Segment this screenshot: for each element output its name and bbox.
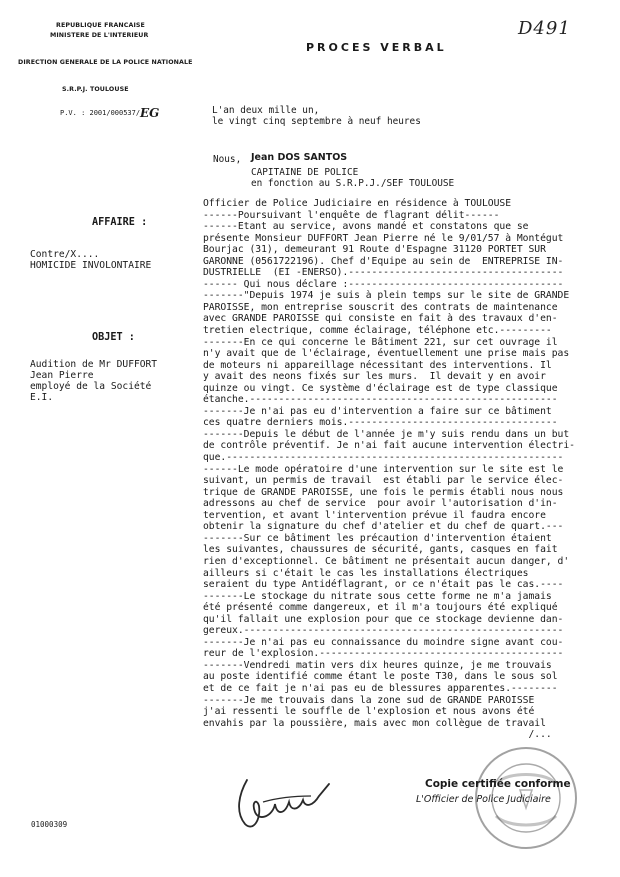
statement-line: quinze ou vingt. Ce système d'éclairage est de type classique — [203, 382, 558, 394]
statement-line: -------En ce qui concerne le Bâtiment 221, sur cet ouvrage il — [203, 336, 558, 348]
certification-line: Copie certifiée conforme — [425, 778, 571, 790]
statement-line: suivant, un permis de travail est établi par le service élec- — [203, 475, 564, 487]
pv-number: P.V. : 2001/000537/ — [60, 109, 141, 117]
objet-line: Jean Pierre — [30, 370, 94, 381]
date-line-1: L'an deux mille un, — [212, 105, 320, 116]
service-label: S.R.P.J. TOULOUSE — [62, 86, 129, 93]
objet-line: Audition de Mr DUFFORT — [30, 359, 158, 370]
statement-line: n'y avait que de l'éclairage, éventuellement une prise mais pas — [203, 348, 570, 360]
statement-line: rien d'exceptionnel. Ce bâtiment ne présentait aucun danger, d' — [203, 555, 570, 567]
directorate-label: DIRECTION GENERALE DE LA POLICE NATIONALE — [18, 59, 193, 66]
objet-line: E.I. — [30, 392, 54, 403]
statement-line: -------"Depuis 1974 je suis à plein temps sur le site de GRANDE — [203, 290, 570, 302]
statement-line: tretien electrique, comme éclairage, téléphone etc.--------- — [203, 325, 552, 337]
statement-body — [203, 198, 575, 741]
ministry-label: MINISTERE DE L'INTERIEUR — [50, 32, 149, 39]
objet-heading: OBJET : — [92, 332, 135, 343]
statement-line: -------Je n'ai pas eu connaissance du moindre signe avant cou- — [203, 636, 564, 648]
officer-name: Jean DOS SANTOS — [251, 152, 348, 163]
document-number: 01000309 — [31, 820, 68, 829]
statement-line: -------Je me trouvais dans la zone sud de GRANDE PAROISSE — [203, 694, 535, 706]
statement-line: avec GRANDE PAROISSE qui consiste en fait à des travaux d'en- — [203, 313, 558, 325]
statement-line: tervention, et avant l'intervention prévue il faudra encore — [203, 509, 546, 521]
handwritten-reference: D491 — [518, 18, 571, 39]
statement-line: ------Le mode opératoire d'une intervention sur le site est le — [203, 463, 564, 475]
statement-line: été présenté comme dangereux, et il m'a toujours été expliqué — [203, 602, 558, 614]
statement-line: trique de GRANDE PAROISSE, une fois le permis établi nous nous — [203, 486, 564, 498]
statement-line: DUSTRIELLE (EI -ENERSO).------------------------------------- — [203, 267, 564, 279]
statement-line: présente Monsieur DUFFORT Jean Pierre né le 9/01/57 à Montégut — [203, 232, 564, 244]
statement-line: gereux.------------------------------------------------------- — [203, 625, 564, 637]
statement-line: qu'il fallait une explosion pour que ce stockage devienne dan- — [203, 613, 564, 625]
affaire-line: HOMICIDE INVOLONTAIRE — [30, 260, 152, 271]
statement-line: ------Etant au service, avons mandé et constatons que se — [203, 221, 529, 233]
affaire-heading: AFFAIRE : — [92, 217, 148, 228]
statement-line: ------ Qui nous déclare :------------------------------------- — [203, 278, 564, 290]
statement-line: ------Poursuivant l'enquête de flagrant délit------ — [203, 209, 500, 221]
statement-line: ces quatre derniers mois.------------------------------------ — [203, 417, 558, 429]
statement-line: -------Vendredi matin vers dix heures quinze, je me trouvais — [203, 659, 552, 671]
statement-line: reur de l'explosion.------------------------------------------ — [203, 648, 564, 660]
statement-line: /... — [203, 729, 552, 741]
statement-line: envahis par la poussière, mais avec mon collègue de travail — [203, 717, 546, 729]
statement-line: de contrôle préventif. Je n'ai fait aucune intervention électri- — [203, 440, 575, 452]
statement-line: Bourjac (31), demeurant 91 Route d'Espagne 31120 PORTET SUR — [203, 244, 546, 256]
document-title: PROCES VERBAL — [306, 41, 447, 54]
statement-line: et de ce fait je n'ai pas eu de blessures apparentes.-------- — [203, 682, 558, 694]
statement-line: que.---------------------------------------------------------- — [203, 452, 564, 464]
statement-line: -------Le stockage du nitrate sous cette forme ne m'a jamais — [203, 590, 552, 602]
statement-line: -------Sur ce bâtiment les précaution d'intervention étaient — [203, 532, 552, 544]
statement-line: -------Depuis le début de l'année je m'y suis rendu dans un but — [203, 428, 570, 440]
officer-signature-label: L'Officier de Police Judiciaire — [416, 794, 551, 805]
statement-line: -------Je n'ai pas eu d'intervention a faire sur ce bâtiment — [203, 405, 552, 417]
nous-label: Nous, — [213, 154, 242, 165]
statement-line: les suivantes, chaussures de sécurité, gants, casques en fait — [203, 544, 558, 556]
officer-rank: CAPITAINE DE POLICE — [251, 167, 359, 178]
statement-line: y avait des neons fixés sur les murs. Il devait y en avoir — [203, 371, 546, 383]
statement-line: obtenir la signature du chef d'atelier et du chef de quart.--- — [203, 521, 564, 533]
statement-line: au poste identifié comme étant le poste T30, dans le sous sol — [203, 671, 558, 683]
statement-line: étanche.----------------------------------------------------- — [203, 394, 558, 406]
statement-line: GARONNE (0561722196). Chef d'Equipe au sein de ENTREPRISE IN- — [203, 255, 564, 267]
statement-line: de moteurs ni appareillage nécessitant des interventions. Il — [203, 359, 552, 371]
statement-line: j'ai ressenti le souffle de l'explosion et nous avons été — [203, 706, 535, 718]
objet-line: employé de la Société — [30, 381, 152, 392]
statement-line: Officier de Police Judiciaire en résidence à TOULOUSE — [203, 198, 512, 209]
affaire-line: Contre/X.... — [30, 249, 100, 260]
signature-drawing — [233, 772, 343, 842]
officer-assignment: en fonction au S.R.P.J./SEF TOULOUSE — [251, 178, 455, 189]
statement-line: PAROISSE, mon entreprise souscrit des contrats de maintenance — [203, 301, 558, 313]
statement-line: adressons au chef de service pour avoir l'autorisation d'in- — [203, 498, 558, 510]
republic-label: REPUBLIQUE FRANCAISE — [56, 22, 145, 29]
statement-line: ailleurs si c'était le cas les installations électriques — [203, 567, 529, 579]
pv-handwritten-mark: EG — [140, 106, 160, 120]
statement-line: seraient du type Antidéflagrant, or ce n'était pas le cas.---- — [203, 579, 564, 591]
date-line-2: le vingt cinq septembre à neuf heures — [212, 116, 421, 127]
